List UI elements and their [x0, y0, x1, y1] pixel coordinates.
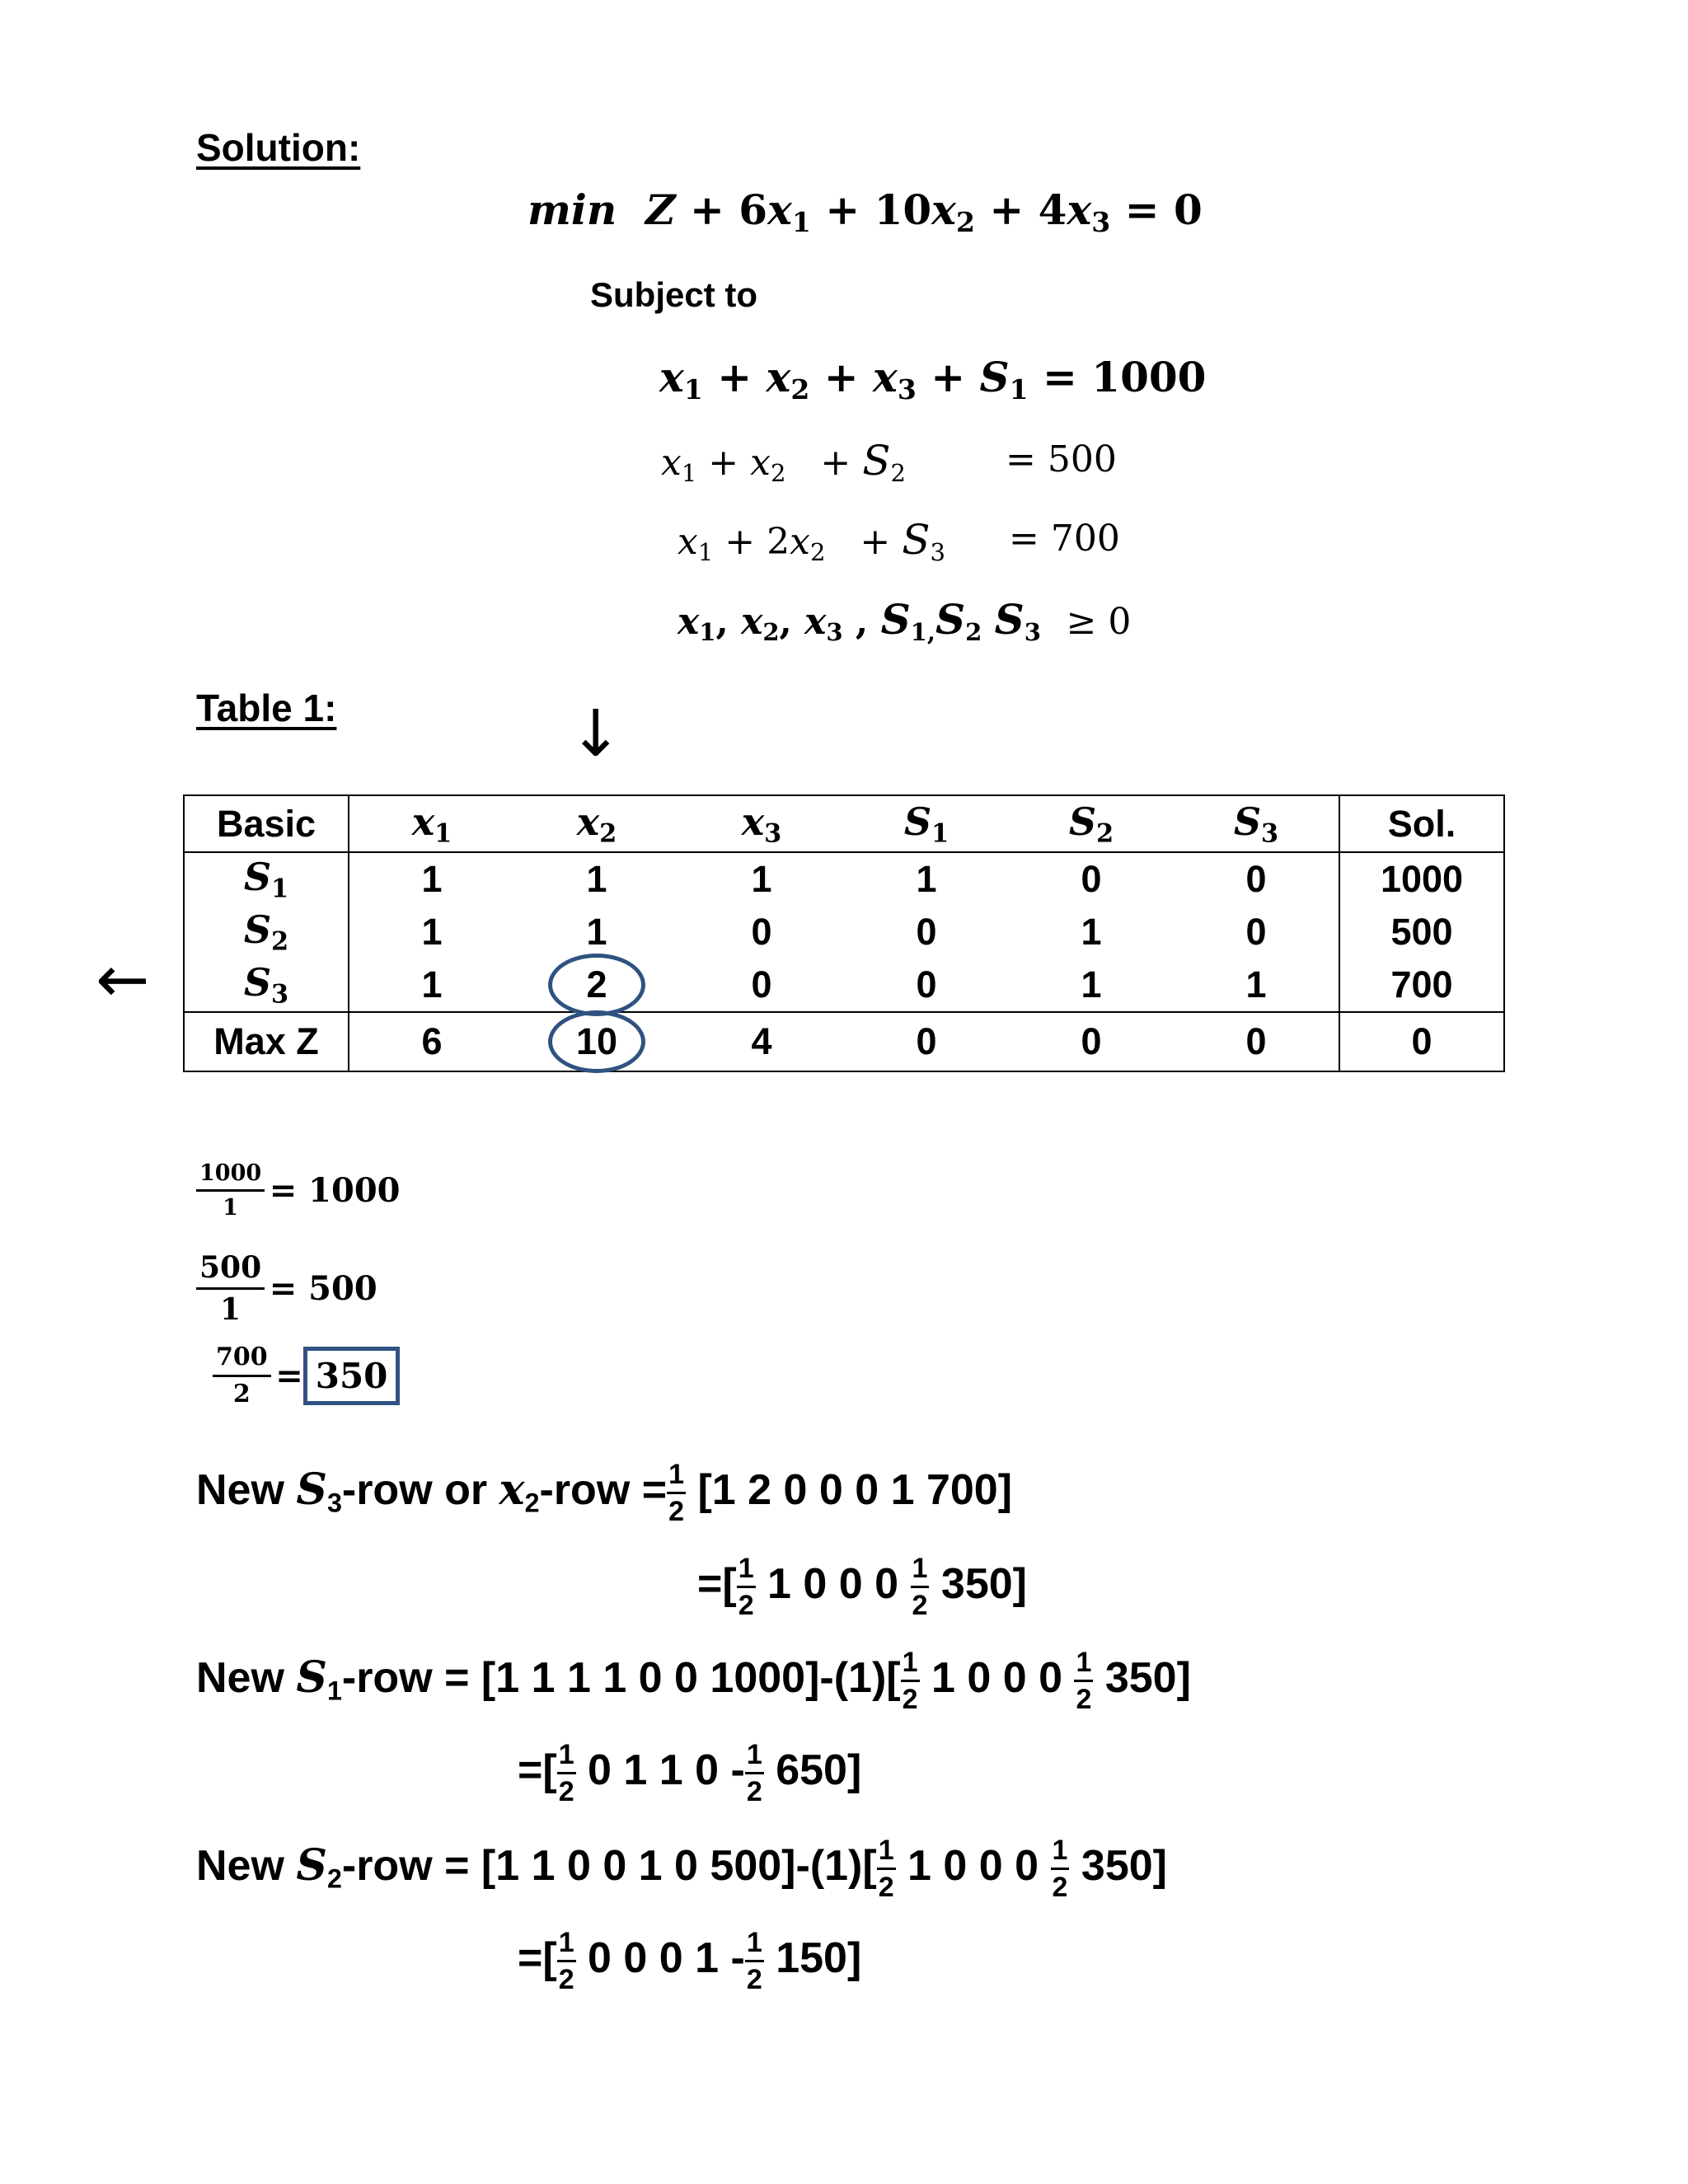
op3-frac1-den: 2: [902, 1684, 918, 1715]
subject-to-label: Subject to: [590, 275, 758, 314]
op3-c: 350]: [1093, 1654, 1191, 1703]
constraint-3: $x_1 + 2x_2 + S_3$: [678, 516, 946, 567]
ratio-1: [196, 1162, 401, 1219]
op1-after: -row =: [539, 1466, 668, 1515]
ratio-2: [196, 1250, 377, 1327]
op2-frac1-num: 1: [737, 1554, 756, 1588]
op6-frac2-den: 2: [746, 1964, 762, 1995]
table-cell: 0: [751, 963, 772, 1005]
constraint-nonneg: $x_1$, $x_2$, $x_3$ , $S_{1,}S_2$ $S_3 \ge 0$: [678, 595, 1132, 647]
op3-mid: -row = [1 1 1 1 0 0 1000]-(1)[: [341, 1654, 901, 1703]
op5-frac2-den: 2: [1052, 1872, 1068, 1903]
op2-frac1-den: 2: [738, 1590, 754, 1621]
op6-frac2-num: 1: [745, 1929, 764, 1962]
op5-frac1-num: 1: [877, 1836, 896, 1870]
ratio-3-eq: =: [275, 1357, 303, 1395]
table-cell: 700: [1339, 958, 1504, 1012]
ratio-3-num: 700: [213, 1345, 271, 1377]
op4-c: 650]: [763, 1746, 862, 1795]
op4-b: 0 1 1 0 -: [575, 1746, 745, 1795]
header-s2: $S_2$: [1009, 795, 1174, 852]
constraint-nonneg-rhs: ≥ 0: [1066, 601, 1132, 643]
table-cell: 0: [1339, 1012, 1504, 1071]
op-line-6: [518, 1929, 861, 1994]
op6-c: 150]: [763, 1934, 862, 1983]
table-cell: 1: [916, 858, 937, 900]
pivot-element-cell: [514, 958, 679, 1012]
table-cell: 1: [1245, 963, 1267, 1005]
op1-mid: -row or: [341, 1466, 499, 1515]
op3-frac1-num: 1: [901, 1648, 920, 1682]
ratio-1-num: 1000: [196, 1162, 265, 1192]
op2-a: =[: [697, 1560, 737, 1609]
header-x3: $x_3$: [679, 795, 844, 852]
op5-frac2-num: 1: [1051, 1836, 1070, 1870]
op2-b: 1 0 0 0: [755, 1560, 911, 1609]
table-row: [184, 958, 1504, 1012]
table1-heading: Table 1:: [196, 687, 337, 729]
row-label-s3: $S_3$: [184, 958, 349, 1012]
op4-frac2-num: 1: [745, 1741, 764, 1774]
table-header-row: [184, 795, 1504, 852]
op2-frac2-num: 1: [911, 1554, 930, 1588]
table-cell: 1: [421, 858, 443, 900]
op6-a: =[: [518, 1934, 557, 1983]
min-ratio-box: 350: [303, 1347, 401, 1405]
table-cell: 1: [421, 963, 443, 1005]
objective-min: min: [528, 185, 617, 234]
entering-coefficient-cell: [514, 1012, 679, 1071]
op3-prefix: New: [196, 1654, 297, 1703]
entering-coefficient-circle: 10: [575, 1020, 618, 1062]
header-sol: Sol.: [1339, 795, 1504, 852]
table-row: [184, 852, 1504, 906]
op3-frac2-num: 1: [1074, 1648, 1093, 1682]
table-cell: 1: [586, 858, 607, 900]
constraint-3-rhs: = 700: [1009, 518, 1120, 560]
table-cell: 0: [1174, 1012, 1339, 1071]
op4-frac1-num: 1: [557, 1741, 576, 1774]
op-line-3: New $S_1$-row = [1 1 1 1 0 0 1000]-(1)[ $\frac{1}{2}$ 1 0 0 0 $\frac{1}{2}$ 350]: [196, 1647, 1191, 1715]
simplex-table: [183, 794, 1505, 1072]
table-cell: 0: [751, 911, 772, 953]
header-x2: $x_2$: [514, 795, 679, 852]
table-cell: 6: [349, 1012, 514, 1071]
op4-a: =[: [518, 1746, 557, 1795]
header-x1: $x_1$: [349, 795, 514, 852]
leaving-variable-arrow-icon: ←: [96, 943, 150, 1017]
table-cell: 4: [679, 1012, 844, 1071]
op1-vector: [1 2 0 0 0 1 700]: [686, 1466, 1013, 1515]
table-row-maxz: [184, 1012, 1504, 1071]
table-cell: 1: [1081, 911, 1102, 953]
constraint-2-rhs: = 500: [1006, 438, 1117, 480]
table-cell: 500: [1339, 906, 1504, 958]
op5-b: 1 0 0 0: [895, 1842, 1051, 1891]
solution-heading: Solution:: [196, 126, 361, 169]
table-cell: 0: [844, 1012, 1009, 1071]
constraint-1-rhs: = 1000: [1043, 353, 1207, 401]
header-s3: $S_3$: [1174, 795, 1339, 852]
ratio-2-result: = 500: [269, 1269, 377, 1308]
op6-frac1-num: 1: [557, 1929, 576, 1962]
op1-frac-den: 2: [668, 1496, 684, 1527]
table-cell: 0: [916, 911, 937, 953]
header-s1: $S_1$: [844, 795, 1009, 852]
table-cell: 1: [751, 858, 772, 900]
op5-prefix: New: [196, 1842, 297, 1891]
table-cell: 0: [916, 963, 937, 1005]
op4-frac1-den: 2: [558, 1776, 574, 1807]
table-cell: 0: [1245, 858, 1267, 900]
op-line-1: New $S_3$-row or $x_2$-row = $\frac{1}{2}$ [1 2 0 0 0 1 700]: [196, 1459, 1013, 1527]
op3-b: 1 0 0 0: [919, 1654, 1075, 1703]
op6-b: 0 0 0 1 -: [575, 1934, 745, 1983]
op-line-4: [518, 1741, 861, 1806]
ratio-1-den: 1: [223, 1195, 238, 1221]
ratio-3: [213, 1345, 400, 1407]
op2-c: 350]: [929, 1560, 1027, 1609]
header-basic: Basic: [184, 795, 349, 852]
table-row: [184, 906, 1504, 958]
op4-frac2-den: 2: [746, 1776, 762, 1807]
op5-mid: -row = [1 1 0 0 1 0 500]-(1)[: [341, 1842, 877, 1891]
table-cell: 1: [586, 911, 607, 953]
ratio-2-den: 1: [220, 1292, 241, 1327]
ratio-3-den: 2: [232, 1380, 251, 1408]
pivot-element-circle: 2: [586, 963, 607, 1005]
entering-variable-arrow-icon: ↓: [569, 697, 623, 771]
op5-c: 350]: [1069, 1842, 1167, 1891]
objective-function: $\min Z + 6x_1 + 10x_2 + 4x_3 = 0$: [528, 185, 1203, 239]
table-cell: 0: [1081, 858, 1102, 900]
row-label-s2: $S_2$: [184, 906, 349, 958]
ratio-2-num: 500: [196, 1253, 265, 1290]
table-cell: 1: [1081, 963, 1102, 1005]
op1-prefix: New: [196, 1466, 297, 1515]
constraint-2: $x_1 + x_2 + S_2$: [661, 437, 907, 488]
table-cell: 0: [1009, 1012, 1174, 1071]
constraint-1: $x_1 + x_2 + x_3 + S_1 = 1000$: [659, 353, 1207, 406]
ratio-1-result: = 1000: [269, 1171, 401, 1210]
op3-frac2-den: 2: [1076, 1684, 1092, 1715]
table-cell: 1000: [1339, 852, 1504, 906]
op2-frac2-den: 2: [912, 1590, 928, 1621]
op5-frac1-den: 2: [878, 1872, 894, 1903]
table-cell: 0: [1245, 911, 1267, 953]
row-label-s1: $S_1$: [184, 852, 349, 906]
op-line-2: [697, 1554, 1027, 1619]
op6-frac1-den: 2: [558, 1964, 574, 1995]
table-cell: 1: [421, 911, 443, 953]
op-line-5: New $S_2$-row = [1 1 0 0 1 0 500]-(1)[ $\frac{1}{2}$ 1 0 0 0 $\frac{1}{2}$ 350]: [196, 1835, 1167, 1903]
op1-frac-num: 1: [667, 1460, 686, 1494]
row-label-maxz: Max Z: [184, 1012, 349, 1071]
